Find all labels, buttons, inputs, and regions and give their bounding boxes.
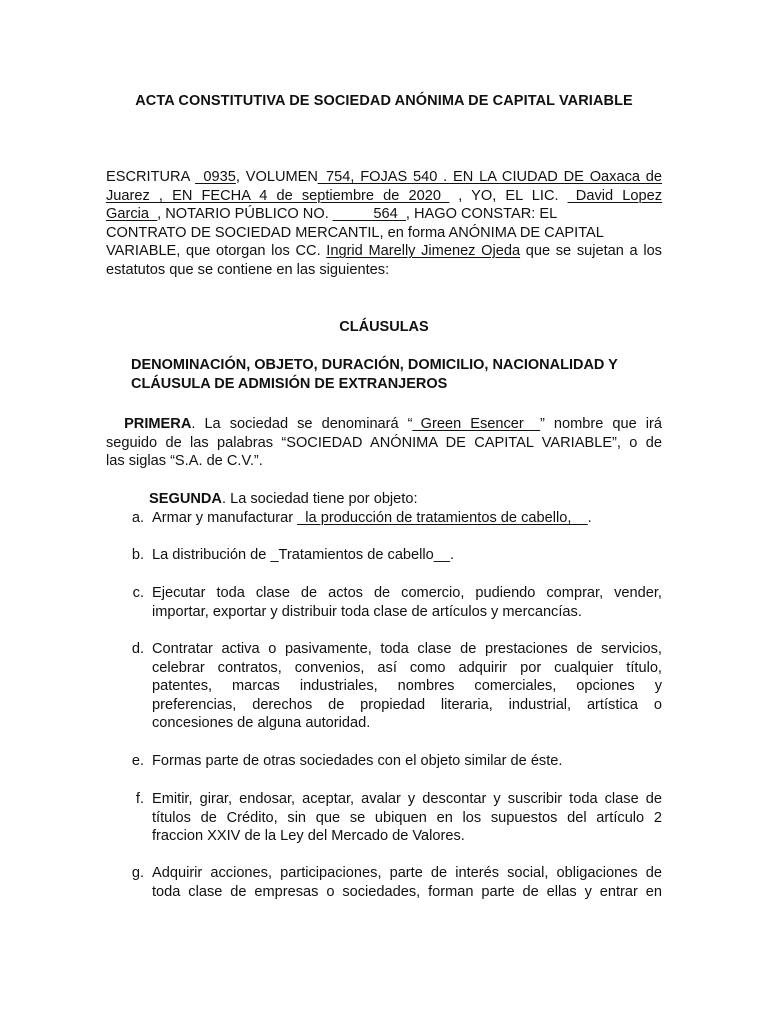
list-item-label: e. [131, 753, 144, 769]
segunda-label: SEGUNDA [149, 491, 222, 507]
list-item-line [152, 509, 662, 528]
list-item-line: celebrar contratos, convenios, así como adquirir por cualquier título, [152, 659, 662, 676]
primera-label: PRIMERA [124, 416, 192, 432]
list-item-label: b. [131, 547, 144, 563]
list-item-line: Emitir, girar, endosar, aceptar, avalar y descontar y suscribir toda clase de [152, 791, 662, 807]
intro-paragraph [106, 168, 662, 279]
clausulas-heading: CLÁUSULAS [339, 319, 429, 335]
otorgante-name: Ingrid Marelly Jimenez Ojeda [326, 243, 521, 259]
intro-line [106, 205, 662, 224]
list-item-line: concesiones de alguna autoridad. [152, 715, 371, 731]
list-item-line: La distribución de _Tratamientos de cabello__. [152, 547, 455, 563]
list-item-body [152, 864, 662, 901]
list-item-text: Armar y manufacturar [152, 510, 298, 526]
notario-number: _____564_ [332, 206, 406, 222]
intro-line: CONTRATO DE SOCIEDAD MERCANTIL, en forma ANÓNIMA DE CAPITAL [106, 224, 604, 241]
fecha-value: 4 de septiembre de 2020_ [250, 187, 450, 204]
clausula-segunda [149, 490, 418, 509]
list-item-body [152, 640, 662, 733]
intro-text: ESCRITURA [106, 169, 196, 185]
list-item-line: Formas parte de otras sociedades con el objeto similar de éste. [152, 753, 563, 769]
intro-text: que se sujetan a los [520, 243, 662, 259]
list-item-line: fraccion XXIV de la Ley del Mercado de Valores. [152, 828, 465, 844]
intro-text: , YO, EL LIC. [449, 187, 568, 204]
intro-line [106, 168, 662, 187]
volumen-fojas-ciudad: _754, FOJAS 540 . EN LA CIUDAD DE Oaxaca de [317, 169, 663, 185]
list-item-label: f. [135, 791, 144, 807]
section-subheading [131, 356, 651, 393]
notario-name: _David Lopez [567, 187, 662, 204]
escritura-number: _0935 [195, 169, 236, 185]
intro-text: , NOTARIO PÚBLICO NO. [157, 206, 333, 222]
list-item-line: preferencias, derechos de propiedad literaria, industrial, artística o [152, 696, 662, 713]
primera-line: seguido de las palabras “SOCIEDAD ANÓNIMA DE CAPITAL VARIABLE”, o de [106, 434, 662, 451]
list-item-body [152, 509, 662, 528]
notario-surname: Garcia_ [106, 206, 158, 222]
primera-line: las siglas “S.A. de C.V.”. [106, 453, 263, 469]
list-item-line: Contratar activa o pasivamente, toda clase de prestaciones de servicios, [152, 641, 662, 657]
list-item-label: c. [132, 585, 144, 601]
subheading-line: DENOMINACIÓN, OBJETO, DURACIÓN, DOMICILIO, NACIONALIDAD Y [131, 357, 618, 373]
list-item-label: a. [131, 510, 144, 526]
clausula-primera [106, 415, 662, 471]
list-item-label: d. [131, 641, 144, 657]
list-item-label: g. [131, 865, 144, 881]
primera-line [106, 415, 662, 434]
list-item-line: toda clase de empresas o sociedades, forman parte de ellas y entrar en [152, 883, 662, 900]
list-item-body [152, 584, 662, 621]
subheading-line: CLÁUSULA DE ADMISIÓN DE EXTRANJEROS [131, 375, 448, 392]
intro-text: , HAGO CONSTAR: EL [405, 206, 558, 222]
intro-text: , VOLUMEN [235, 169, 318, 185]
list-item-line: Adquirir acciones, participaciones, parte de interés social, obligaciones de [152, 865, 662, 881]
intro-line [106, 187, 662, 206]
list-item-body [152, 546, 662, 565]
primera-text: ” nombre que irá [540, 416, 663, 432]
primera-text: . La sociedad se denominará “ [191, 416, 413, 432]
segunda-text: . La sociedad tiene por objeto: [221, 491, 418, 507]
list-item-text: . [587, 510, 592, 526]
company-name: _Green Esencer__ [412, 416, 541, 432]
list-item-line: patentes, marcas industriales, nombres comerciales, opciones y [152, 678, 662, 694]
intro-text: VARIABLE, que otorgan los CC. [106, 243, 327, 259]
list-item-line: importar, exportar y distribuir toda clase de artículos y mercancías. [152, 603, 582, 620]
intro-line [106, 242, 662, 261]
ciudad-fecha: Juarez , EN FECHA [106, 187, 251, 204]
list-item-line: títulos de Crédito, sin que se ubiquen en los supuestos del artículo 2 [152, 809, 662, 826]
document-title: ACTA CONSTITUTIVA DE SOCIEDAD ANÓNIMA DE CAPITAL VARIABLE [135, 93, 633, 109]
product-description: _la producción de tratamientos de cabello,__ [297, 510, 588, 526]
list-item-line: Ejecutar toda clase de actos de comercio, pudiendo comprar, vender, [152, 585, 662, 601]
list-item-body [152, 790, 662, 846]
list-item-body [152, 752, 662, 771]
intro-line: estatutos que se contiene en las siguientes: [106, 261, 390, 278]
